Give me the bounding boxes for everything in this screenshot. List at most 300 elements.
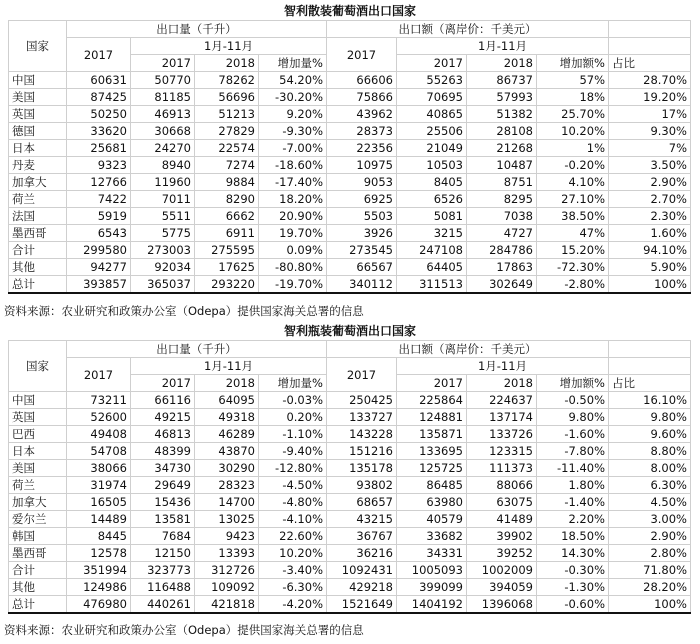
- value-cell: 66116: [131, 392, 195, 409]
- value-cell: 31974: [67, 477, 131, 494]
- value-cell: 78262: [195, 72, 259, 89]
- table-row: [9, 242, 691, 259]
- value-cell: 25681: [67, 140, 131, 157]
- share-cell: 19.20%: [609, 89, 691, 106]
- value-period-header: 1月-11月: [397, 38, 609, 55]
- value-cell: -18.60%: [259, 157, 327, 174]
- value-cell: 1005093: [397, 562, 467, 579]
- volume-growth-header: 增加量%: [259, 375, 327, 392]
- table-row: [9, 140, 691, 157]
- share-cell: 7%: [609, 140, 691, 157]
- value-cell: 18%: [537, 89, 609, 106]
- share-cell: 4.50%: [609, 494, 691, 511]
- value-cell: 38.50%: [537, 208, 609, 225]
- header-row-1: [9, 21, 691, 38]
- country-cell: 总计: [9, 596, 67, 614]
- bottled-wine-export-table: [8, 340, 691, 614]
- value-cell: 7274: [195, 157, 259, 174]
- value-cell: -9.30%: [259, 123, 327, 140]
- value-full-year-header: 2017: [327, 358, 397, 392]
- country-cell: 加拿大: [9, 494, 67, 511]
- value-cell: 54708: [67, 443, 131, 460]
- value-cell: 135178: [327, 460, 397, 477]
- value-cell: 5511: [131, 208, 195, 225]
- value-cell: 17625: [195, 259, 259, 276]
- table-row: [9, 460, 691, 477]
- table-row: [9, 392, 691, 409]
- value-cell: 25.70%: [537, 106, 609, 123]
- table-row: [9, 106, 691, 123]
- value-cell: 9053: [327, 174, 397, 191]
- header-row-2: [9, 38, 691, 55]
- value-cell: 351994: [67, 562, 131, 579]
- table-1-title: 智利散装葡萄酒出口国家: [283, 4, 416, 18]
- share-cell: 28.70%: [609, 72, 691, 89]
- value-cell: 94277: [67, 259, 131, 276]
- value-cell: 275595: [195, 242, 259, 259]
- country-cell: 墨西哥: [9, 545, 67, 562]
- value-cell: 10503: [397, 157, 467, 174]
- header-row-2: [9, 358, 691, 375]
- value-cell: 8405: [397, 174, 467, 191]
- table-row: [9, 545, 691, 562]
- value-cell: 36767: [327, 528, 397, 545]
- country-header: 国家: [9, 21, 67, 72]
- value-cell: 10487: [467, 157, 537, 174]
- table-2-source-note: 资料来源：农业研究和政策办公室（Odepa）提供国家海关总署的信息: [4, 623, 364, 637]
- country-cell: 墨西哥: [9, 225, 67, 242]
- value-cell: 6925: [327, 191, 397, 208]
- share-cell: 1.60%: [609, 225, 691, 242]
- value-cell: 20.90%: [259, 208, 327, 225]
- value-cell: 116488: [131, 579, 195, 596]
- value-cell: 51213: [195, 106, 259, 123]
- value-cell: 10975: [327, 157, 397, 174]
- value-cell: 0.09%: [259, 242, 327, 259]
- value-cell: 299580: [67, 242, 131, 259]
- value-cell: 9884: [195, 174, 259, 191]
- value-cell: 14489: [67, 511, 131, 528]
- value-cell: 49215: [131, 409, 195, 426]
- share-cell: 8.00%: [609, 460, 691, 477]
- value-cell: 4.10%: [537, 174, 609, 191]
- value-cell: 54.20%: [259, 72, 327, 89]
- value-cell: 284786: [467, 242, 537, 259]
- value-cell: 81185: [131, 89, 195, 106]
- value-growth-header: 增加额%: [537, 375, 609, 392]
- value-cell: -9.40%: [259, 443, 327, 460]
- value-cell: 8295: [467, 191, 537, 208]
- table-row: [9, 208, 691, 225]
- value-cell: 12578: [67, 545, 131, 562]
- volume-group-header: 出口量（千升）: [67, 341, 327, 358]
- country-cell: 加拿大: [9, 174, 67, 191]
- table-row: [9, 157, 691, 174]
- value-cell: 0.20%: [259, 409, 327, 426]
- blank-header-cell: [609, 38, 691, 55]
- value-cell: 49408: [67, 426, 131, 443]
- value-cell: -4.50%: [259, 477, 327, 494]
- share-cell: 3.00%: [609, 511, 691, 528]
- value-cell: 21268: [467, 140, 537, 157]
- value-cell: 109092: [195, 579, 259, 596]
- table-row: [9, 426, 691, 443]
- share-cell: 100%: [609, 596, 691, 614]
- value-cell: 60631: [67, 72, 131, 89]
- value-cell: 50250: [67, 106, 131, 123]
- table-row: [9, 89, 691, 106]
- value-cell: 429218: [327, 579, 397, 596]
- volume-period-header: 1月-11月: [131, 38, 327, 55]
- value-cell: 151216: [327, 443, 397, 460]
- value-cell: 66606: [327, 72, 397, 89]
- value-cell: 1.80%: [537, 477, 609, 494]
- value-cell: 30668: [131, 123, 195, 140]
- value-cell: 13025: [195, 511, 259, 528]
- value-cell: 273003: [131, 242, 195, 259]
- value-cell: 28323: [195, 477, 259, 494]
- value-period-header: 1月-11月: [397, 358, 609, 375]
- value-cell: 29649: [131, 477, 195, 494]
- value-2018-header: 2018: [467, 375, 537, 392]
- value-cell: -3.40%: [259, 562, 327, 579]
- value-cell: 43962: [327, 106, 397, 123]
- table-row: [9, 225, 691, 242]
- value-cell: 7038: [467, 208, 537, 225]
- value-cell: 9.80%: [537, 409, 609, 426]
- value-cell: 33620: [67, 123, 131, 140]
- value-cell: 64405: [397, 259, 467, 276]
- value-cell: 6662: [195, 208, 259, 225]
- value-cell: 340112: [327, 276, 397, 294]
- value-cell: 293220: [195, 276, 259, 294]
- country-cell: 荷兰: [9, 191, 67, 208]
- value-cell: 55263: [397, 72, 467, 89]
- country-cell: 其他: [9, 259, 67, 276]
- value-cell: 4727: [467, 225, 537, 242]
- value-2017-header: 2017: [397, 375, 467, 392]
- value-cell: 394059: [467, 579, 537, 596]
- value-cell: 421818: [195, 596, 259, 614]
- value-cell: 133727: [327, 409, 397, 426]
- value-cell: 41489: [467, 511, 537, 528]
- country-cell: 总计: [9, 276, 67, 294]
- volume-full-year-header: 2017: [67, 38, 131, 72]
- country-cell: 中国: [9, 72, 67, 89]
- value-cell: 24270: [131, 140, 195, 157]
- volume-2018-header: 2018: [195, 55, 259, 72]
- value-cell: 1092431: [327, 562, 397, 579]
- country-cell: 日本: [9, 443, 67, 460]
- value-cell: 2.20%: [537, 511, 609, 528]
- value-cell: 8751: [467, 174, 537, 191]
- value-cell: 46913: [131, 106, 195, 123]
- value-cell: 137174: [467, 409, 537, 426]
- share-cell: 71.80%: [609, 562, 691, 579]
- value-cell: 6526: [397, 191, 467, 208]
- value-cell: 16505: [67, 494, 131, 511]
- value-full-year-header: 2017: [327, 38, 397, 72]
- value-cell: 3215: [397, 225, 467, 242]
- value-cell: 8940: [131, 157, 195, 174]
- volume-2017-header: 2017: [131, 375, 195, 392]
- value-cell: 66567: [327, 259, 397, 276]
- value-cell: -12.80%: [259, 460, 327, 477]
- value-cell: 21049: [397, 140, 467, 157]
- country-header: 国家: [9, 341, 67, 392]
- country-cell: 合计: [9, 242, 67, 259]
- value-cell: -19.70%: [259, 276, 327, 294]
- value-cell: 73211: [67, 392, 131, 409]
- value-cell: 311513: [397, 276, 467, 294]
- value-cell: 9423: [195, 528, 259, 545]
- table-2-body: [9, 341, 691, 614]
- value-cell: -1.10%: [259, 426, 327, 443]
- value-cell: 68657: [327, 494, 397, 511]
- value-growth-header: 增加额%: [537, 55, 609, 72]
- volume-growth-header: 增加量%: [259, 55, 327, 72]
- value-cell: 124986: [67, 579, 131, 596]
- share-cell: 8.80%: [609, 443, 691, 460]
- share-cell: 9.30%: [609, 123, 691, 140]
- value-cell: 57993: [467, 89, 537, 106]
- value-cell: 19.70%: [259, 225, 327, 242]
- value-cell: 22.60%: [259, 528, 327, 545]
- share-cell: 5.90%: [609, 259, 691, 276]
- table-row: [9, 123, 691, 140]
- value-cell: 135871: [397, 426, 467, 443]
- volume-group-header: 出口量（千升）: [67, 21, 327, 38]
- value-group-header: 出口额（离岸价：千美元）: [327, 21, 609, 38]
- value-cell: 8290: [195, 191, 259, 208]
- volume-2018-header: 2018: [195, 375, 259, 392]
- value-cell: 46813: [131, 426, 195, 443]
- table-2-title: 智利瓶装葡萄酒出口国家: [283, 324, 416, 338]
- value-cell: 27829: [195, 123, 259, 140]
- table-row: [9, 477, 691, 494]
- value-cell: -1.60%: [537, 426, 609, 443]
- value-cell: 43870: [195, 443, 259, 460]
- value-cell: 40865: [397, 106, 467, 123]
- value-cell: 7684: [131, 528, 195, 545]
- value-2017-header: 2017: [397, 55, 467, 72]
- value-cell: 75866: [327, 89, 397, 106]
- value-cell: 18.50%: [537, 528, 609, 545]
- value-cell: -4.20%: [259, 596, 327, 614]
- value-cell: 11960: [131, 174, 195, 191]
- volume-2017-header: 2017: [131, 55, 195, 72]
- country-cell: 法国: [9, 208, 67, 225]
- table-1-body: [9, 21, 691, 294]
- table-row: [9, 72, 691, 89]
- volume-period-header: 1月-11月: [131, 358, 327, 375]
- value-cell: 34730: [131, 460, 195, 477]
- value-cell: 51382: [467, 106, 537, 123]
- value-cell: 92034: [131, 259, 195, 276]
- value-cell: 64095: [195, 392, 259, 409]
- value-cell: 1396068: [467, 596, 537, 614]
- value-cell: 12766: [67, 174, 131, 191]
- value-cell: 247108: [397, 242, 467, 259]
- value-cell: 123315: [467, 443, 537, 460]
- value-cell: 6911: [195, 225, 259, 242]
- share-cell: 6.30%: [609, 477, 691, 494]
- table-1-source-note: 资料来源：农业研究和政策办公室（Odepa）提供国家海关总署的信息: [4, 304, 364, 318]
- value-cell: 63980: [397, 494, 467, 511]
- value-2018-header: 2018: [467, 55, 537, 72]
- blank-header-cell: [609, 21, 691, 38]
- value-cell: 15.20%: [537, 242, 609, 259]
- share-cell: 2.80%: [609, 545, 691, 562]
- value-cell: 27.10%: [537, 191, 609, 208]
- value-cell: 28108: [467, 123, 537, 140]
- value-cell: 86737: [467, 72, 537, 89]
- value-cell: 440261: [131, 596, 195, 614]
- table-row: [9, 562, 691, 579]
- value-cell: 34331: [397, 545, 467, 562]
- header-row-1: [9, 341, 691, 358]
- value-cell: 10.20%: [259, 545, 327, 562]
- value-cell: 393857: [67, 276, 131, 294]
- country-cell: 巴西: [9, 426, 67, 443]
- value-cell: 17863: [467, 259, 537, 276]
- value-cell: 14700: [195, 494, 259, 511]
- value-cell: 57%: [537, 72, 609, 89]
- value-cell: 33682: [397, 528, 467, 545]
- country-cell: 德国: [9, 123, 67, 140]
- country-cell: 丹麦: [9, 157, 67, 174]
- value-cell: 5503: [327, 208, 397, 225]
- table-row: [9, 596, 691, 614]
- value-cell: 28373: [327, 123, 397, 140]
- value-cell: -0.03%: [259, 392, 327, 409]
- value-cell: 1%: [537, 140, 609, 157]
- value-cell: 39902: [467, 528, 537, 545]
- value-cell: 88066: [467, 477, 537, 494]
- table-row: [9, 276, 691, 294]
- country-cell: 其他: [9, 579, 67, 596]
- value-cell: 39252: [467, 545, 537, 562]
- value-cell: 22574: [195, 140, 259, 157]
- value-cell: 63075: [467, 494, 537, 511]
- value-cell: -7.80%: [537, 443, 609, 460]
- table-row: [9, 443, 691, 460]
- value-cell: 1521649: [327, 596, 397, 614]
- table-row: [9, 174, 691, 191]
- value-cell: 476980: [67, 596, 131, 614]
- share-header: 占比: [609, 55, 691, 72]
- country-cell: 荷兰: [9, 477, 67, 494]
- table-row: [9, 511, 691, 528]
- value-cell: -17.40%: [259, 174, 327, 191]
- value-cell: -1.30%: [537, 579, 609, 596]
- value-cell: 5081: [397, 208, 467, 225]
- value-cell: 52600: [67, 409, 131, 426]
- value-cell: 250425: [327, 392, 397, 409]
- value-cell: 47%: [537, 225, 609, 242]
- value-group-header: 出口额（离岸价：千美元）: [327, 341, 609, 358]
- table-row: [9, 579, 691, 596]
- value-cell: 14.30%: [537, 545, 609, 562]
- value-cell: 5775: [131, 225, 195, 242]
- value-cell: 323773: [131, 562, 195, 579]
- value-cell: 25506: [397, 123, 467, 140]
- value-cell: 93802: [327, 477, 397, 494]
- value-cell: -0.50%: [537, 392, 609, 409]
- share-cell: 3.50%: [609, 157, 691, 174]
- value-cell: 302649: [467, 276, 537, 294]
- country-cell: 美国: [9, 89, 67, 106]
- value-cell: 111373: [467, 460, 537, 477]
- share-cell: 94.10%: [609, 242, 691, 259]
- value-cell: -4.10%: [259, 511, 327, 528]
- country-cell: 爱尔兰: [9, 511, 67, 528]
- value-cell: -0.60%: [537, 596, 609, 614]
- value-cell: 7422: [67, 191, 131, 208]
- value-cell: -2.80%: [537, 276, 609, 294]
- share-cell: 100%: [609, 276, 691, 294]
- value-cell: 273545: [327, 242, 397, 259]
- value-cell: 13581: [131, 511, 195, 528]
- country-cell: 日本: [9, 140, 67, 157]
- value-cell: 18.20%: [259, 191, 327, 208]
- value-cell: 50770: [131, 72, 195, 89]
- value-cell: 365037: [131, 276, 195, 294]
- value-cell: 30290: [195, 460, 259, 477]
- value-cell: 56696: [195, 89, 259, 106]
- country-cell: 韩国: [9, 528, 67, 545]
- value-cell: 86485: [397, 477, 467, 494]
- value-cell: 8445: [67, 528, 131, 545]
- table-row: [9, 528, 691, 545]
- value-cell: 143228: [327, 426, 397, 443]
- value-cell: -6.30%: [259, 579, 327, 596]
- value-cell: 36216: [327, 545, 397, 562]
- country-cell: 中国: [9, 392, 67, 409]
- value-cell: 399099: [397, 579, 467, 596]
- value-cell: 12150: [131, 545, 195, 562]
- value-cell: 5919: [67, 208, 131, 225]
- value-cell: 9.20%: [259, 106, 327, 123]
- value-cell: 38066: [67, 460, 131, 477]
- share-cell: 28.20%: [609, 579, 691, 596]
- table-row: [9, 191, 691, 208]
- share-cell: 2.90%: [609, 528, 691, 545]
- value-cell: 15436: [131, 494, 195, 511]
- value-cell: 48399: [131, 443, 195, 460]
- share-cell: 9.60%: [609, 426, 691, 443]
- value-cell: -4.80%: [259, 494, 327, 511]
- value-cell: 40579: [397, 511, 467, 528]
- value-cell: -1.40%: [537, 494, 609, 511]
- value-cell: 87425: [67, 89, 131, 106]
- value-cell: 225864: [397, 392, 467, 409]
- country-cell: 合计: [9, 562, 67, 579]
- value-cell: 9323: [67, 157, 131, 174]
- value-cell: 70695: [397, 89, 467, 106]
- value-cell: -7.00%: [259, 140, 327, 157]
- value-cell: -30.20%: [259, 89, 327, 106]
- value-cell: -72.30%: [537, 259, 609, 276]
- value-cell: 13393: [195, 545, 259, 562]
- table-row: [9, 259, 691, 276]
- value-cell: 3926: [327, 225, 397, 242]
- share-cell: 17%: [609, 106, 691, 123]
- share-cell: 2.70%: [609, 191, 691, 208]
- value-cell: -0.20%: [537, 157, 609, 174]
- value-cell: 43215: [327, 511, 397, 528]
- value-cell: 49318: [195, 409, 259, 426]
